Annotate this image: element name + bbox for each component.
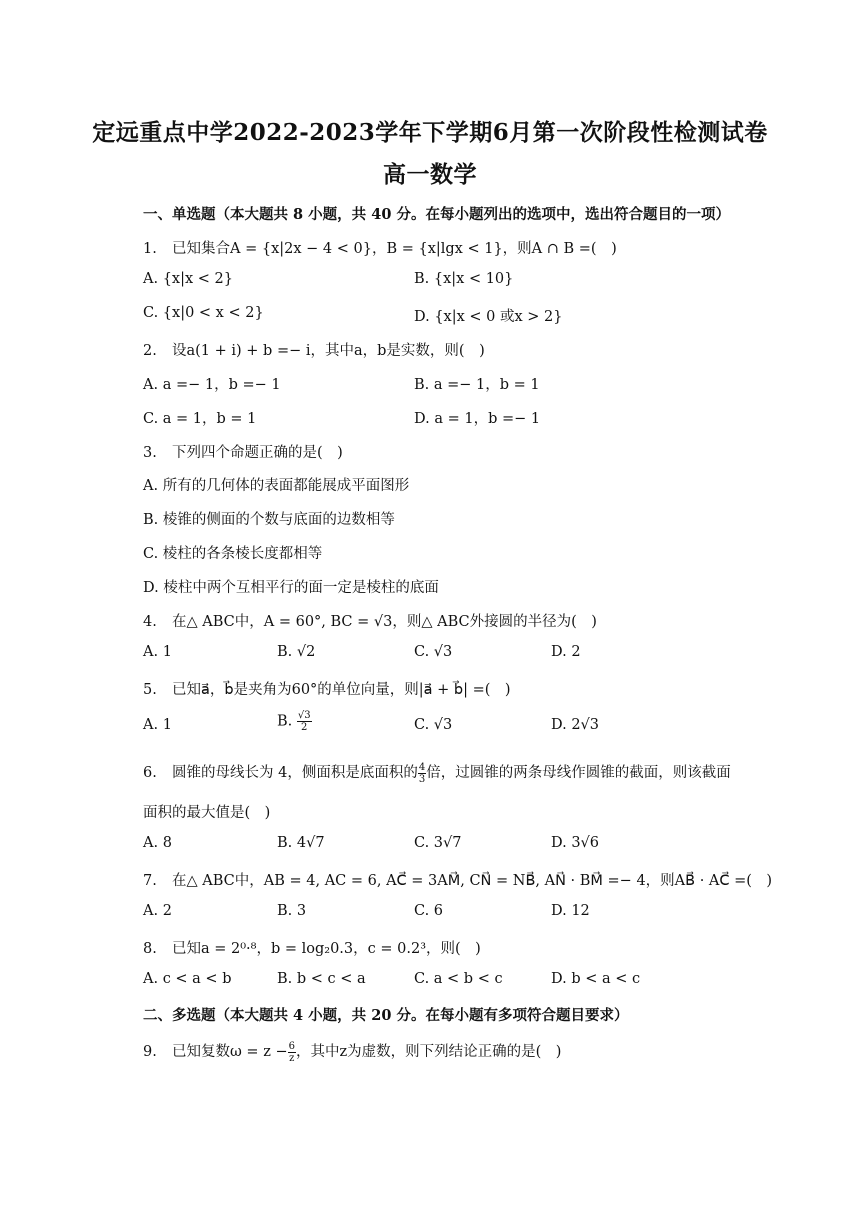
fraction [297, 710, 312, 733]
option-b-label: B. [277, 713, 293, 730]
option-d: D. b < a < c [551, 971, 641, 987]
section-heading-single-choice: 一、单选题（本大题共 8 小题，共 40 分。在每小题列出的选项中，选出符合题目的一项） [143, 206, 730, 223]
fraction-numerator: 6 [288, 1040, 295, 1052]
option-d: D. 3√6 [551, 835, 600, 851]
question-number: 7. [143, 873, 157, 889]
option-b: B. √2 [277, 644, 316, 660]
question-6 [143, 761, 731, 785]
question-6-line-2: 面积的最大值是( ) [143, 805, 271, 821]
question-number: 4. [143, 614, 157, 630]
question-number: 3. [143, 445, 157, 461]
question-text: 已知复数ω = z − [172, 1044, 288, 1060]
option-b [277, 710, 312, 733]
question-text-cont: ，其中z为虚数，则下列结论正确的是( ) [295, 1044, 562, 1060]
question-text: 下列四个命题正确的是( ) [172, 445, 343, 461]
option-c: C. a < b < c [414, 971, 503, 987]
question-number: 2. [143, 343, 157, 359]
option-b: B. 4√7 [277, 835, 325, 851]
question-text-cont: 倍，过圆锥的两条母线作圆锥的截面，则该截面 [426, 765, 731, 781]
question-text: 在△ ABC中，A = 60°, BC = √3，则△ ABC外接圆的半径为( ) [172, 614, 597, 630]
option-d: D. 2 [551, 644, 581, 660]
option-a: A. {x|x < 2} [143, 271, 233, 287]
option-b: B. {x|x < 10} [414, 271, 514, 287]
option-a: A. 2 [143, 903, 172, 919]
fraction-denominator: 3 [418, 773, 426, 785]
option-b: B. 3 [277, 903, 307, 919]
option-b: B. a =− 1，b = 1 [414, 377, 540, 393]
question-1 [143, 237, 617, 258]
fraction-denominator: 2 [301, 722, 308, 733]
question-text: 已知a = 2⁰·⁸，b = log₂0.3，c = 0.2³，则( ) [172, 941, 481, 957]
option-c: C. √3 [414, 717, 453, 733]
fraction-numerator: 4 [418, 761, 426, 773]
question-number: 6. [143, 765, 157, 781]
option-d: D. 2√3 [551, 717, 600, 733]
option-a: A. 1 [143, 644, 172, 660]
fraction-numerator: √3 [297, 710, 311, 721]
fraction [418, 762, 426, 785]
exam-title: 定远重点中学2022-2023学年下学期6月第一次阶段性检测试卷 [92, 119, 768, 146]
exam-subtitle: 高一数学 [383, 161, 477, 188]
option-c: C. √3 [414, 644, 453, 660]
option-a: A. 8 [143, 835, 172, 851]
option-c: C. {x|0 < x < 2} [143, 305, 264, 321]
option-a: A. c < a < b [143, 971, 232, 987]
question-2 [143, 339, 485, 360]
option-d: D. {x|x < 0 或x > 2} [414, 309, 563, 325]
question-text: 圆锥的母线长为 4，侧面积是底面积的 [172, 765, 418, 781]
option-a: A. 所有的几何体的表面都能展成平面图形 [143, 478, 410, 494]
question-5 [143, 678, 511, 699]
option-d: D. 棱柱中两个互相平行的面一定是棱柱的底面 [143, 580, 439, 596]
option-d: D. a = 1，b =− 1 [414, 411, 541, 427]
fraction-denominator: z [289, 1052, 295, 1064]
option-b: B. 棱锥的侧面的个数与底面的边数相等 [143, 512, 395, 528]
question-number: 8. [143, 941, 157, 957]
option-c: C. 6 [414, 903, 444, 919]
question-text: 设a(1 + i) + b =− i，其中a，b是实数，则( ) [172, 343, 485, 359]
question-9 [143, 1040, 561, 1064]
option-a: A. a =− 1，b =− 1 [143, 377, 281, 393]
question-4 [143, 610, 597, 631]
question-3 [143, 441, 343, 462]
option-b: B. b < c < a [277, 971, 366, 987]
option-a: A. 1 [143, 717, 172, 733]
option-c: C. 棱柱的各条棱长度都相等 [143, 546, 323, 562]
option-c: C. 3√7 [414, 835, 462, 851]
question-text: 在△ ABC中，AB = 4, AC = 6, AC⃗ = 3AM⃗, CN⃗ = NB⃗, AN⃗ · BM⃗ =− 4，则AB⃗ · AC⃗ =( ) [172, 873, 773, 889]
question-number: 9. [143, 1044, 157, 1060]
question-number: 5. [143, 682, 157, 698]
question-number: 1. [143, 241, 157, 257]
option-c: C. a = 1，b = 1 [143, 411, 257, 427]
question-text: 已知集合A = {x|2x − 4 < 0}，B = {x|lgx < 1}，则A ∩ B =( ) [172, 241, 617, 257]
question-8 [143, 937, 481, 958]
question-text: 已知a⃗，b⃗是夹角为60°的单位向量，则|a⃗ + b⃗| =( ) [172, 682, 511, 698]
question-7 [143, 869, 772, 890]
section-heading-multiple-choice: 二、多选题（本大题共 4 小题，共 20 分。在每小题有多项符合题目要求） [143, 1007, 629, 1024]
option-d: D. 12 [551, 903, 590, 919]
fraction [288, 1041, 296, 1064]
